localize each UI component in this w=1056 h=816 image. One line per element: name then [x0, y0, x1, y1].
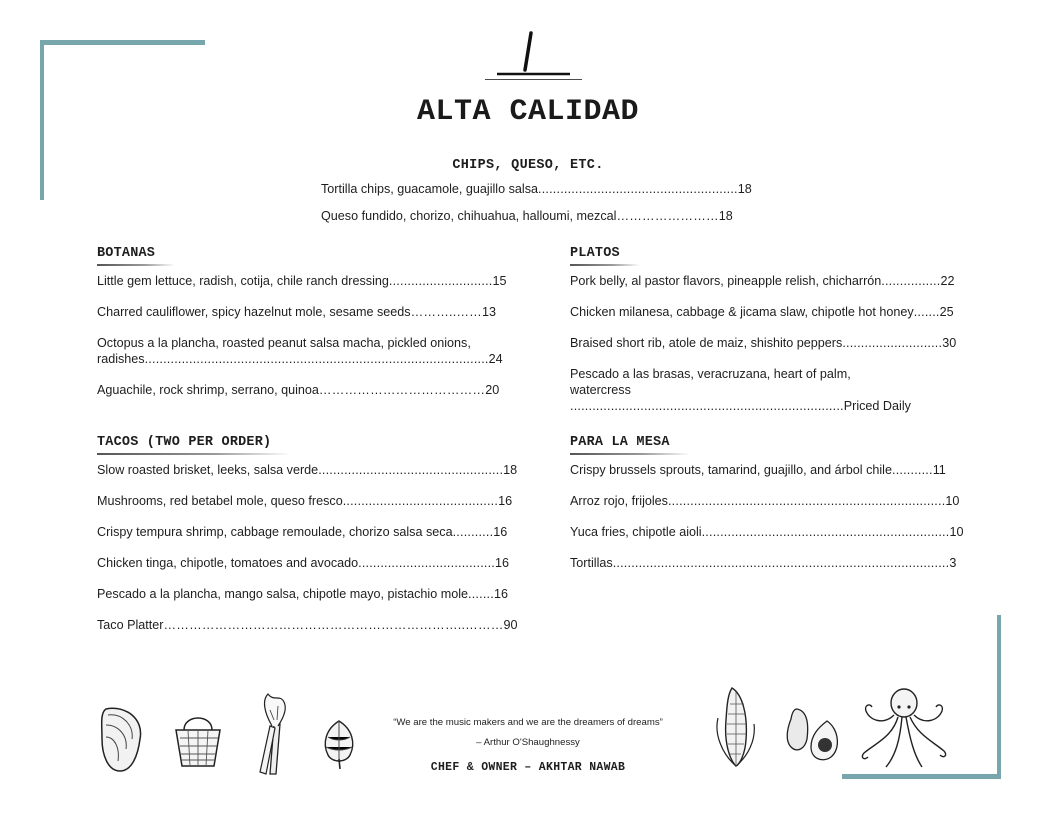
chips-heading: CHIPS, QUESO, ETC.: [452, 158, 604, 173]
item-desc: Pork belly, al pastor flavors, pineapple relish, chicharrón: [570, 274, 882, 288]
item-price: 16: [498, 494, 513, 508]
chips-list: [321, 181, 761, 239]
menu-item-cont: [570, 398, 990, 414]
item-dots: ..........................................: [342, 494, 499, 508]
botanas-heading: BOTANAS: [97, 246, 156, 261]
menu-item: [570, 555, 990, 571]
item-desc: Crispy brussels sprouts, tamarind, guajillo, and árbol chile: [570, 463, 892, 477]
menu-item: [97, 304, 537, 320]
item-desc: Octopus a la plancha, roasted peanut salsa macha, pickled onions, radishes: [97, 336, 471, 366]
menu-item: [97, 524, 537, 540]
platos-section: [570, 243, 990, 429]
octopus-icon: [856, 685, 952, 773]
menu-item: [97, 382, 537, 398]
item-dots: ...........................: [842, 336, 943, 350]
menu-item: [570, 524, 990, 540]
menu-item: [570, 273, 990, 289]
mesa-section: [570, 432, 990, 586]
item-dots: ...........: [452, 525, 494, 539]
item-price: 25: [939, 305, 954, 319]
item-dots: .......: [913, 305, 940, 319]
item-dots: ………..……: [410, 305, 482, 319]
menu-title: ALTA CALIDAD: [416, 95, 640, 129]
menu-item: [97, 555, 537, 571]
item-desc: Arroz rojo, frijoles: [570, 494, 668, 508]
item-price: 3: [949, 556, 957, 570]
item-dots: ..................................................: [318, 463, 504, 477]
item-price: 24: [488, 352, 503, 366]
item-desc: Queso fundido, chorizo, chihuahua, halloumi, mezcal: [321, 209, 617, 223]
item-desc: Pescado a la plancha, mango salsa, chipotle mayo, pistachio mole: [97, 587, 469, 601]
item-price: 15: [492, 274, 507, 288]
item-dots: .......: [468, 587, 494, 601]
item-desc: Charred cauliflower, spicy hazelnut mole, sesame seeds: [97, 305, 411, 319]
item-desc: Slow roasted brisket, leeks, salsa verde: [97, 463, 319, 477]
item-desc: Chicken tinga, chipotle, tomatoes and avocado: [97, 556, 359, 570]
botanas-section: [97, 243, 537, 413]
avocado-icon: [783, 703, 845, 765]
item-desc: Aguachile, rock shrimp, serrano, quinoa: [97, 383, 319, 397]
item-price: 18: [737, 182, 752, 196]
menu-item: [570, 335, 990, 351]
item-price: 16: [493, 587, 508, 601]
item-dots: ............................: [388, 274, 493, 288]
menu-item: [97, 273, 537, 289]
platos-heading: PLATOS: [570, 246, 620, 261]
item-price: 10: [945, 494, 960, 508]
item-price: 16: [493, 525, 508, 539]
item-price: 16: [495, 556, 510, 570]
item-desc: Braised short rib, atole de maiz, shishito peppers: [570, 336, 843, 350]
mesa-heading: PARA LA MESA: [570, 435, 670, 450]
item-dots: .............................................................................................: [144, 352, 489, 366]
menu-item: [321, 181, 761, 197]
logo-mark: [0, 28, 1056, 80]
item-price: Priced Daily: [843, 399, 911, 413]
menu-item: [321, 208, 761, 224]
menu-item: [97, 493, 537, 509]
item-desc: Little gem lettuce, radish, cotija, chile ranch dressing: [97, 274, 389, 288]
item-price: 18: [503, 463, 518, 477]
item-price: 22: [940, 274, 955, 288]
item-desc: Tortillas: [570, 556, 613, 570]
menu-item: [570, 304, 990, 320]
footer-author: – Arthur O'Shaughnessy: [476, 737, 580, 748]
item-dots: …………………………………: [318, 383, 486, 397]
footer-quote: “We are the music makers and we are the dreamers of dreams”: [393, 717, 663, 728]
tacos-heading: TACOS (TWO PER ORDER): [97, 435, 272, 450]
item-desc: Taco Platter: [97, 618, 164, 632]
footer-chef: CHEF & OWNER – AKHTAR NAWAB: [430, 761, 626, 774]
item-dots: ................: [881, 274, 941, 288]
item-desc: Mushrooms, red betabel mole, queso fresco: [97, 494, 343, 508]
menu-item: [97, 586, 537, 602]
item-price: 30: [942, 336, 957, 350]
menu-item: [570, 462, 990, 478]
item-desc: Tortilla chips, guacamole, guajillo salsa: [321, 182, 539, 196]
item-price: 18: [718, 209, 733, 223]
item-desc: Pescado a las brasas, veracruzana, heart of palm, watercress: [570, 367, 851, 397]
item-dots: ...........: [892, 463, 933, 477]
item-dots: ...........................................................................................: [612, 556, 950, 570]
menu-item: [570, 366, 870, 398]
menu-item: [97, 335, 527, 367]
menu-item: [97, 462, 537, 478]
item-dots: .....................................: [358, 556, 496, 570]
item-desc: Crispy tempura shrimp, cabbage remoulade, chorizo salsa seca: [97, 525, 453, 539]
item-dots: ……………………: [616, 209, 719, 223]
corner-bottom-right-vertical: [997, 615, 1001, 778]
menu-item: [570, 493, 990, 509]
tacos-section: [97, 432, 537, 648]
item-dots: ……………………………………………………………..………: [163, 618, 504, 632]
item-dots: ...........................................................................: [667, 494, 946, 508]
item-desc: Chicken milanesa, cabbage & jicama slaw, chipotle hot honey: [570, 305, 914, 319]
item-dots: ..........................................................................: [570, 399, 844, 413]
menu-item: [97, 617, 537, 633]
item-price: 20: [485, 383, 500, 397]
item-price: 90: [503, 618, 518, 632]
item-dots: ......................................................: [538, 182, 738, 196]
item-price: 11: [932, 463, 946, 477]
item-desc: Yuca fries, chipotle aioli: [570, 525, 702, 539]
item-price: 10: [949, 525, 964, 539]
corner-bottom-right-horizontal: [842, 774, 1001, 779]
item-price: 13: [481, 305, 496, 319]
item-dots: ...................................................................: [701, 525, 950, 539]
